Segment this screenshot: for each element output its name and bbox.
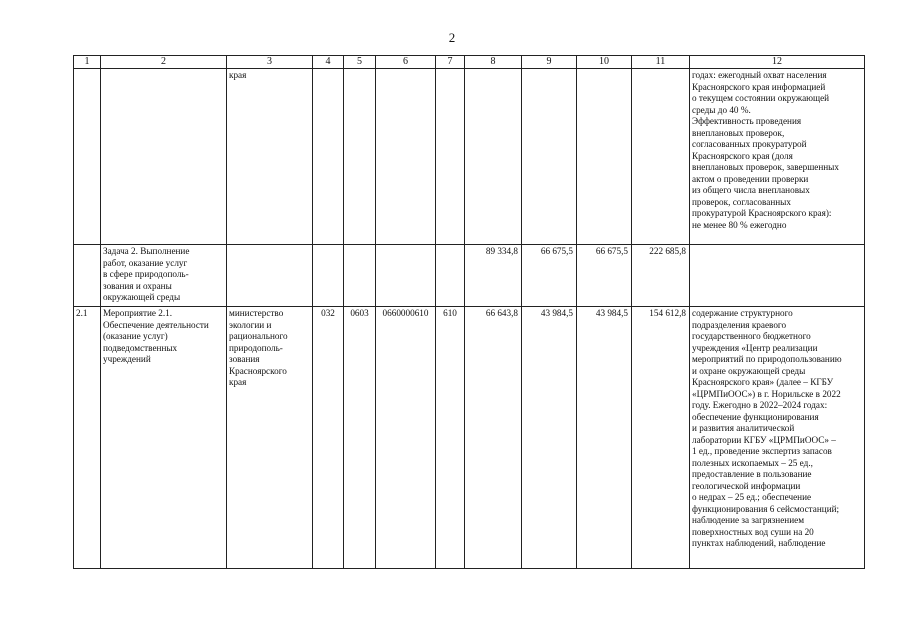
column-header: 3 bbox=[227, 56, 313, 69]
row-number-cell: 2.1 bbox=[74, 307, 101, 569]
column-header: 10 bbox=[577, 56, 632, 69]
code-cell bbox=[436, 245, 465, 307]
amount-cell: 222 685,8 bbox=[632, 245, 690, 307]
amount-cell: 66 643,8 bbox=[465, 307, 522, 569]
responsible-cell: края bbox=[227, 69, 313, 245]
code-cell: 0660000610 bbox=[376, 307, 436, 569]
amount-cell: 66 675,5 bbox=[522, 245, 577, 307]
column-header: 6 bbox=[376, 56, 436, 69]
amount-cell: 43 984,5 bbox=[577, 307, 632, 569]
column-header: 12 bbox=[690, 56, 865, 69]
responsible-cell bbox=[227, 245, 313, 307]
page-number: 2 bbox=[448, 30, 456, 45]
code-cell: 0603 bbox=[344, 307, 376, 569]
name-cell: Задача 2. Выполнение работ, оказание услуг в сфере природополь- зования и охраны окружающей среды bbox=[101, 245, 227, 307]
code-cell bbox=[344, 245, 376, 307]
data-table bbox=[73, 55, 865, 569]
row-number-cell bbox=[74, 245, 101, 307]
table-row bbox=[74, 307, 865, 569]
result-cell bbox=[690, 245, 865, 307]
column-header: 7 bbox=[436, 56, 465, 69]
code-cell bbox=[344, 69, 376, 245]
column-header: 2 bbox=[101, 56, 227, 69]
result-cell: содержание структурного подразделения краевого государственного бюджетного учреждения «Центр реализации мероприятий по природопользованию и охране окружающей среды Красноярского края» (далее – КГБУ «ЦРМПиООС») в г. Норильске в 2022 году. Ежегодно в 2022–2024 годах: обеспечение функционирования и развития аналитической лаборатории КГБУ «ЦРМПиООС» – 1 ед., проведение экспертиз запасов полезных ископаемых – 25 ед., предоставление в пользование геологической информации о недрах – 25 ед.; обеспечение функционирования 6 сейсмостанций; наблюдение за загрязнением поверхностных вод суши на 20 пунктах наблюдений, наблюдение bbox=[690, 307, 865, 569]
column-header: 8 bbox=[465, 56, 522, 69]
code-cell bbox=[376, 69, 436, 245]
code-cell bbox=[376, 245, 436, 307]
amount-cell: 89 334,8 bbox=[465, 245, 522, 307]
row-number-cell bbox=[74, 69, 101, 245]
amount-cell: 43 984,5 bbox=[522, 307, 577, 569]
column-header: 4 bbox=[313, 56, 344, 69]
amount-cell bbox=[632, 69, 690, 245]
table-row bbox=[74, 69, 865, 245]
responsible-cell: министерство экологии и рационального природополь- зования Красноярского края bbox=[227, 307, 313, 569]
amount-cell: 66 675,5 bbox=[577, 245, 632, 307]
code-cell: 610 bbox=[436, 307, 465, 569]
header-row bbox=[74, 56, 865, 69]
code-cell bbox=[313, 69, 344, 245]
name-cell: Мероприятие 2.1. Обеспечение деятельности (оказание услуг) подведомственных учреждений bbox=[101, 307, 227, 569]
column-header: 1 bbox=[74, 56, 101, 69]
amount-cell bbox=[577, 69, 632, 245]
column-header: 5 bbox=[344, 56, 376, 69]
code-cell: 032 bbox=[313, 307, 344, 569]
table-row bbox=[74, 245, 865, 307]
code-cell bbox=[436, 69, 465, 245]
code-cell bbox=[313, 245, 344, 307]
amount-cell: 154 612,8 bbox=[632, 307, 690, 569]
amount-cell bbox=[465, 69, 522, 245]
name-cell bbox=[101, 69, 227, 245]
amount-cell bbox=[522, 69, 577, 245]
result-cell: годах: ежегодный охват населения Красноярского края информацией о текущем состоянии окружающей среды до 40 %. Эффективность проведения внеплановых проверок, согласованных прокуратурой Красноярского края (доля внеплановых проверок, завершенных актом о проведении проверки из общего числа внеплановых проверок, согласованных прокуратурой Красноярского края): не менее 80 % ежегодно bbox=[690, 69, 865, 245]
column-header: 11 bbox=[632, 56, 690, 69]
column-header: 9 bbox=[522, 56, 577, 69]
